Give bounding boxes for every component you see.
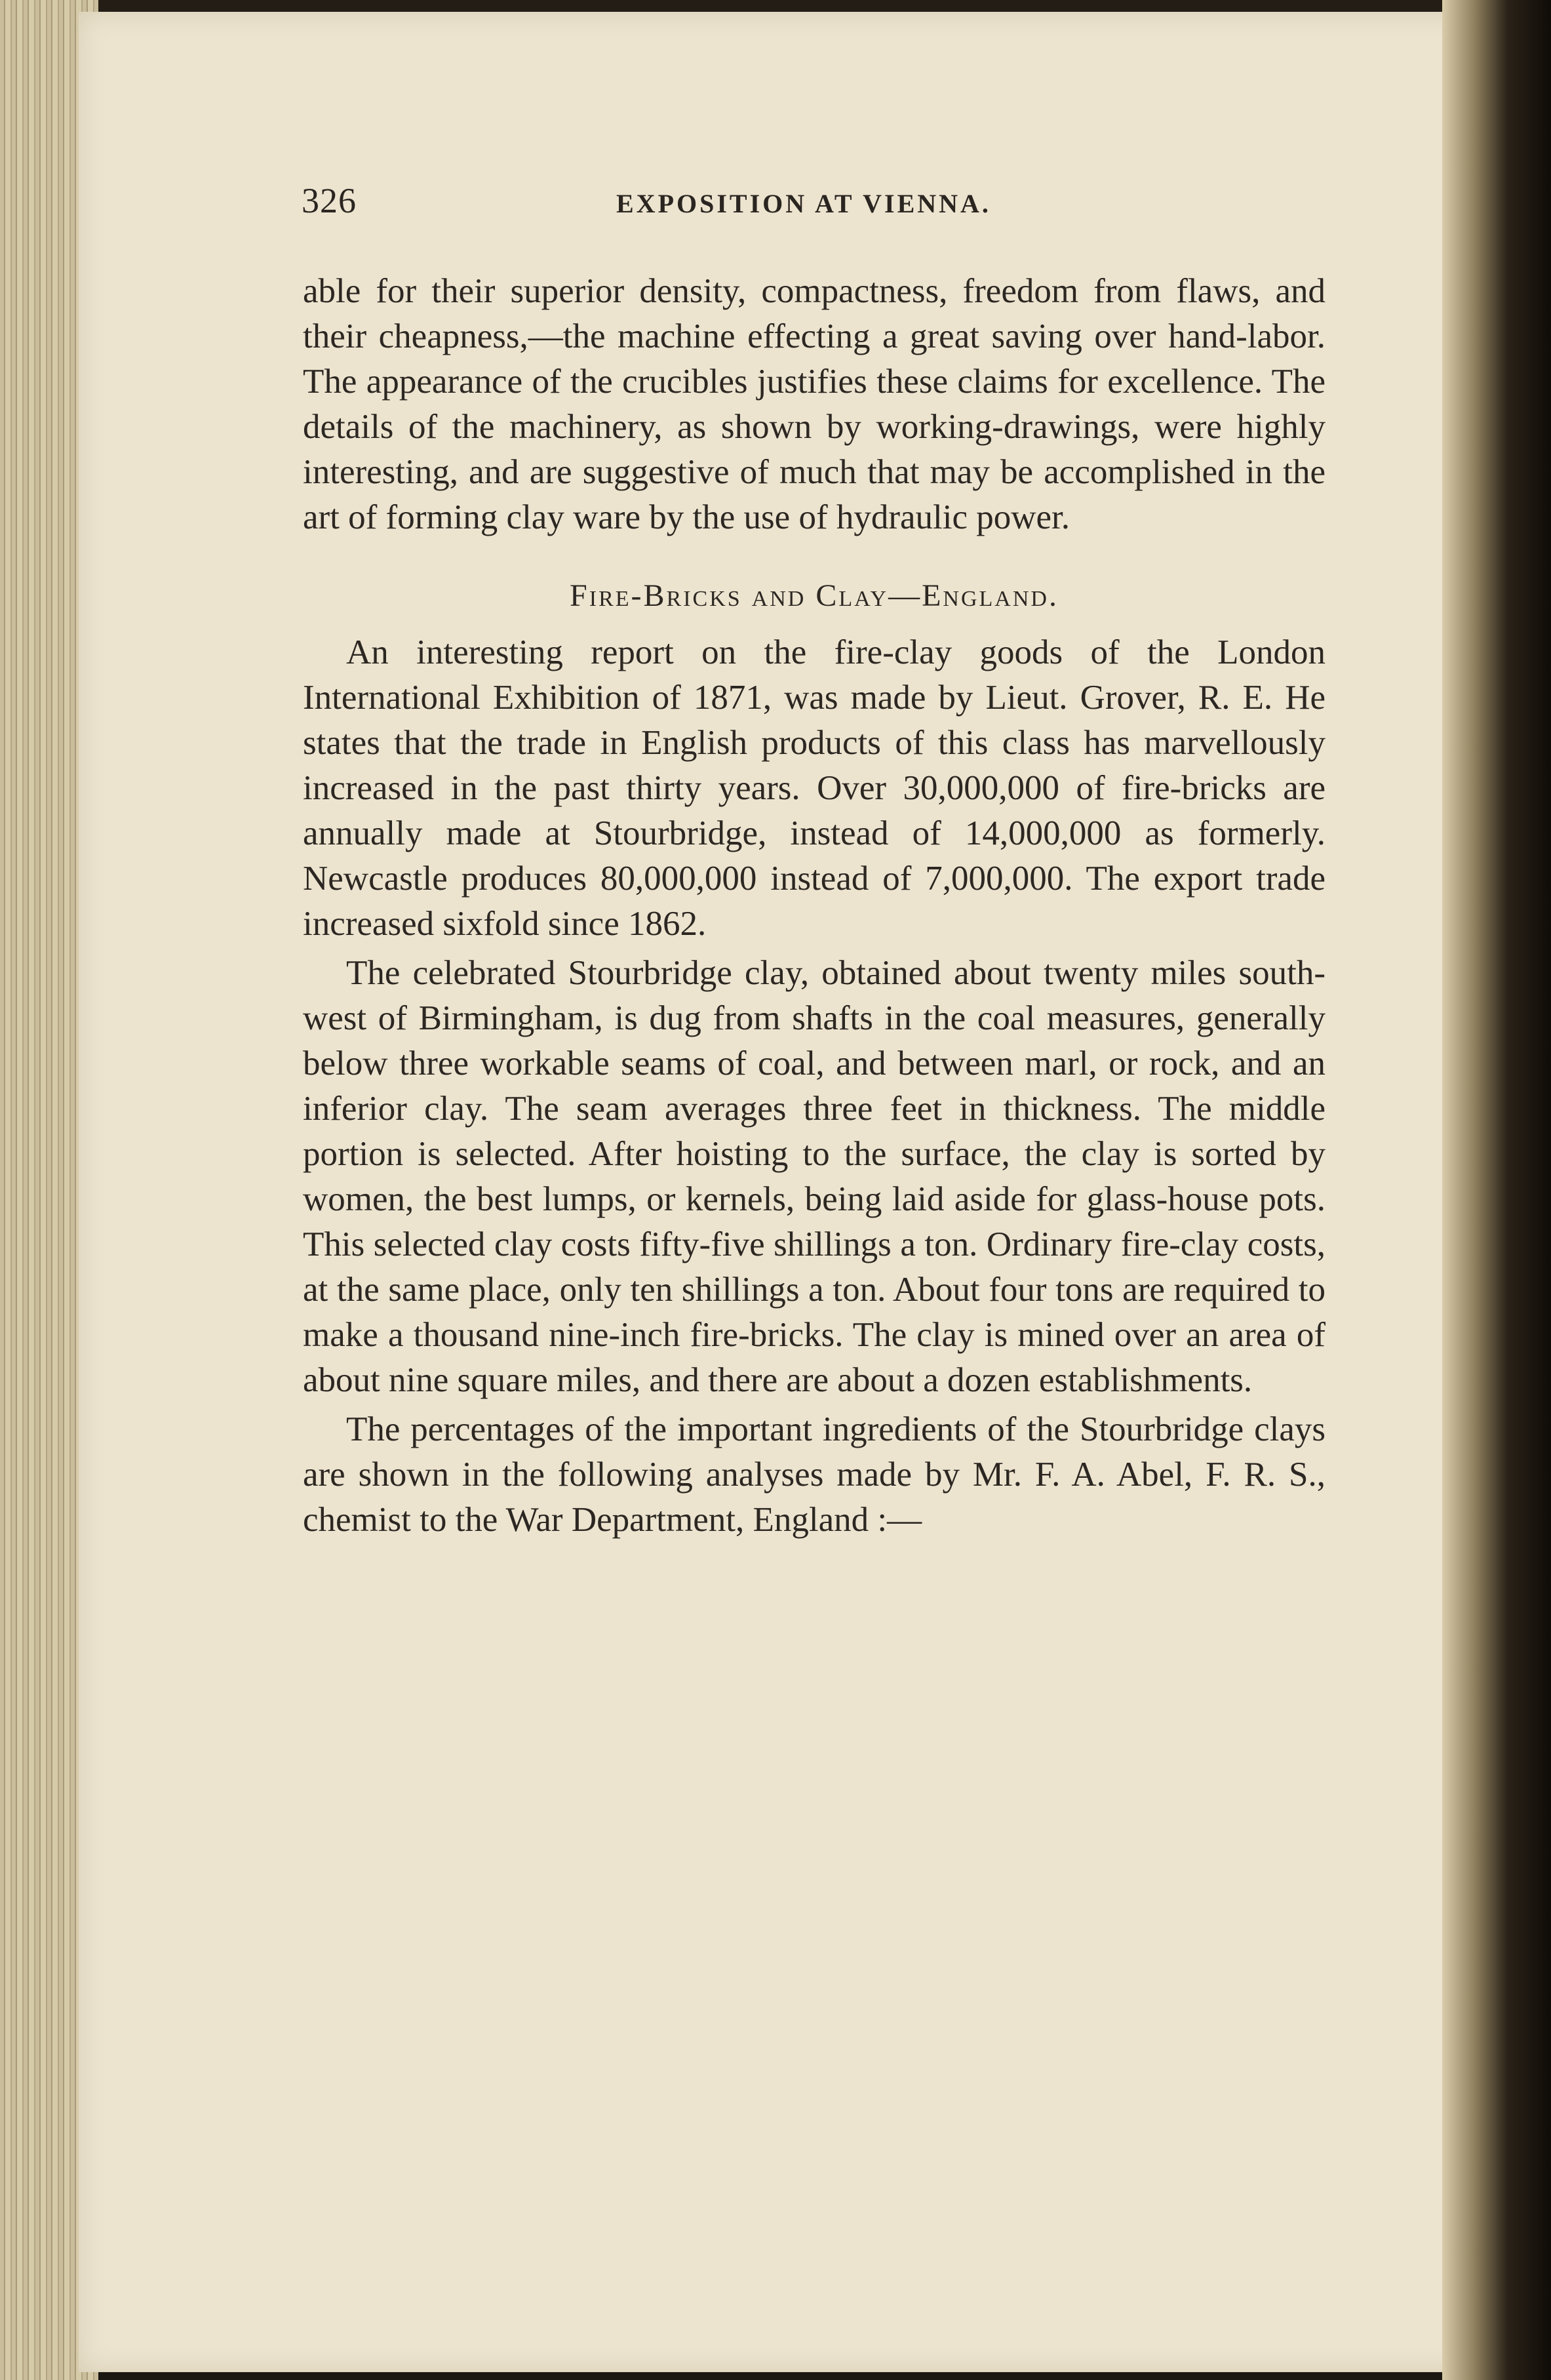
paragraph: The celebrated Stourbridge clay, obtained about twenty miles south-west of Birmingham, is dug from shafts in the coal measures, generally below three workable seams of coal, and between marl, or rock, and an inferior clay. The seam averages three feet in thickness. The middle portion is selected. After hoisting to the surface, the clay is sorted by women, the best lumps, or kernels, being laid aside for glass-house pots. This selected clay costs fifty-five shillings a ton. Ordinary fire-clay costs, at the same place, only ten shillings a ton. About four tons are required to make a thousand nine-inch fire-bricks. The clay is mined over an area of about nine square miles, and there are about a dozen establishments. xyxy=(303,954,1325,1399)
section-heading: Fire-Bricks and Clay—England. xyxy=(570,578,1059,613)
book-gutter xyxy=(1442,0,1551,2380)
body-text xyxy=(303,269,1325,1543)
running-head: EXPOSITION AT VIENNA. xyxy=(616,189,991,218)
paragraph-continued: able for their superior density, compactness, freedom from flaws, and their cheapness,—the machine effecting a great saving over hand-labor. The appearance of the crucibles justifies these claims for excellence. The details of the machinery, as shown by working-drawings, were highly interesting, and are suggestive of much that may be accomplished in the art of forming clay ware by the use of hydraulic power. xyxy=(303,272,1325,536)
scan-top-edge xyxy=(0,0,1551,13)
paragraph: An interesting report on the fire-clay goods of the London International Exhibition of 1871, was made by Lieut. Grover, R. E. He states that the trade in English products of this class has marvellously increased in the past thirty years. Over 30,000,000 of fire-bricks are annually made at Stourbridge, instead of 14,000,000 as formerly. Newcastle produces 80,000,000 instead of 7,000,000. The export trade increased sixfold since 1862. xyxy=(303,633,1325,943)
page-header xyxy=(302,180,1377,233)
paragraph: The percentages of the important ingredients of the Stourbridge clays are shown in the following analyses made by Mr. F. A. Abel, F. R. S., chemist to the War Department, England :— xyxy=(303,1410,1325,1539)
page-number: 326 xyxy=(302,181,357,220)
